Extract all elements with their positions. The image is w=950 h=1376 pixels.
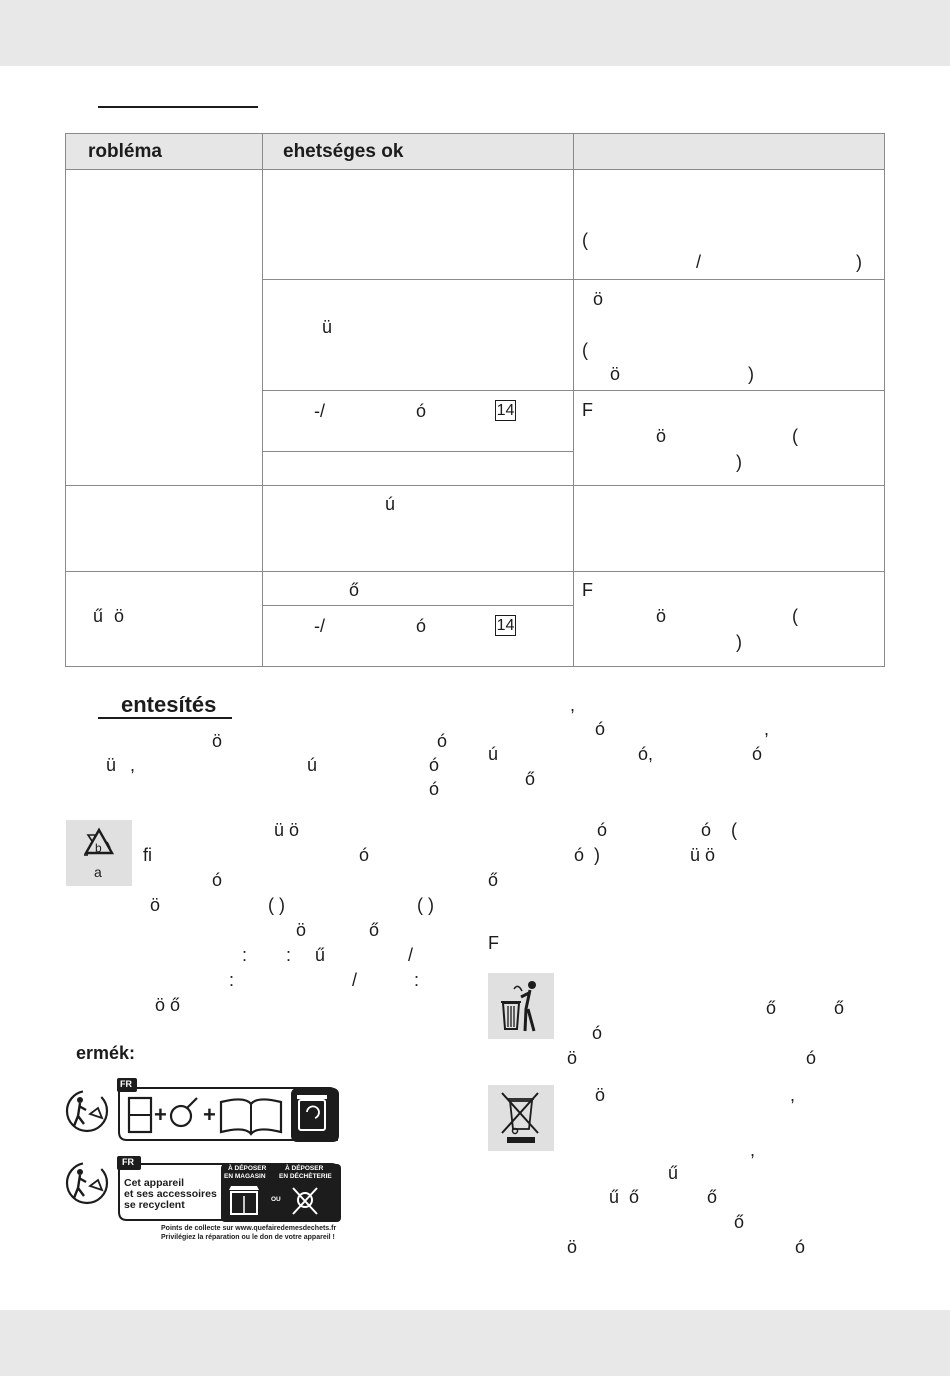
- card-footer-line: Points de collecte sur www.quefairedemesdechets.fr: [161, 1225, 337, 1232]
- reference-number-box: 14: [496, 617, 515, 634]
- body-text: ó: [359, 845, 370, 865]
- row-divider: [262, 451, 573, 452]
- recycling-code-letter: a: [94, 864, 102, 880]
- table-cell-text: F: [582, 400, 593, 420]
- body-text: :: [229, 970, 235, 990]
- body-text: ö: [212, 731, 223, 751]
- dump-label: EN DÉCHÈTERIE: [279, 1173, 332, 1180]
- body-text: ( ): [268, 895, 285, 915]
- triman-icon: [64, 1088, 110, 1134]
- body-text: ő: [734, 1212, 745, 1232]
- body-text: ó: [437, 731, 448, 751]
- table-cell-text: (: [582, 230, 588, 250]
- header-problem: robléma: [88, 141, 162, 162]
- row-divider: [262, 605, 573, 606]
- card-footer-line: Privilégiez la réparation ou le don de votre appareil !: [161, 1234, 335, 1241]
- store-label: À DÉPOSER: [228, 1165, 267, 1172]
- table-cell-text: ó: [416, 401, 427, 421]
- body-text: ó: [429, 779, 440, 799]
- body-text: ő: [525, 769, 536, 789]
- triman-icon: [64, 1160, 110, 1206]
- card-text-line: se recyclent: [124, 1199, 185, 1211]
- table-cell-text: ö: [610, 364, 621, 384]
- disposal-title: entesítés: [121, 692, 217, 717]
- waste-electrical-card: [117, 1156, 341, 1244]
- table-cell-text: F: [582, 580, 593, 600]
- table-header-row: [66, 134, 884, 170]
- body-text: ő: [369, 920, 380, 940]
- row-divider: [262, 390, 884, 391]
- body-text: ü ö: [274, 820, 300, 840]
- body-text: ű: [609, 1187, 620, 1207]
- col-divider-2: [573, 134, 574, 666]
- body-text: ő: [834, 998, 845, 1018]
- table-cell-text: (: [582, 340, 588, 360]
- body-text: ö: [150, 895, 161, 915]
- body-text: ö: [567, 1048, 578, 1068]
- header-cause: ehetséges ok: [283, 141, 404, 162]
- ou-label: OU: [271, 1196, 281, 1203]
- body-text: ó: [592, 1023, 603, 1043]
- body-text: ö: [595, 1085, 606, 1105]
- body-text: ó: [795, 1237, 806, 1257]
- body-text: fi: [143, 845, 152, 865]
- body-text: ó: [597, 820, 608, 840]
- body-text: ű: [315, 945, 326, 965]
- store-label: EN MAGASIN: [224, 1173, 266, 1180]
- table-cell-text: ): [736, 632, 742, 652]
- waste-bin-person-icon: [488, 973, 554, 1039]
- body-text: :: [414, 970, 420, 990]
- body-text: ( ): [417, 895, 434, 915]
- body-text: ő: [766, 998, 777, 1018]
- body-text: :: [286, 945, 292, 965]
- table-cell-text: ): [736, 452, 742, 472]
- table-cell-text: -/: [314, 616, 325, 636]
- body-text: ó: [806, 1048, 817, 1068]
- table-cell-text: ö: [114, 606, 125, 626]
- table-cell-text: ű: [93, 606, 104, 626]
- table-cell-text: -/: [314, 401, 325, 421]
- col-divider-1: [262, 134, 263, 666]
- bottom-margin-band: [0, 1310, 950, 1376]
- troubleshooting-table: [65, 133, 885, 667]
- fr-badge: FR: [122, 1157, 134, 1167]
- card-text-line: et ses accessoires: [124, 1188, 217, 1200]
- table-cell-text: ő: [349, 580, 360, 600]
- body-text: (: [731, 820, 737, 840]
- body-text: ó: [595, 719, 606, 739]
- fr-badge: FR: [120, 1079, 132, 1089]
- body-text: ó: [212, 870, 223, 890]
- body-text: ű: [668, 1163, 679, 1183]
- table-cell-text: ö: [656, 426, 667, 446]
- body-text: ,: [570, 695, 576, 715]
- body-text: ő: [707, 1187, 718, 1207]
- crossed-out-wheelie-bin-icon: [488, 1085, 554, 1151]
- table-cell-text: ö: [656, 606, 667, 626]
- reference-number-box: 14: [496, 402, 515, 419]
- table-cell-text: ): [856, 252, 862, 272]
- table-cell-text: ): [748, 364, 754, 384]
- row-divider: [66, 485, 884, 486]
- table-cell-text: ú: [385, 494, 396, 514]
- body-text: ó,: [638, 744, 654, 764]
- body-text: ,: [750, 1140, 756, 1160]
- table-cell-text: (: [792, 426, 798, 446]
- packaging-sorting-card: [117, 1078, 339, 1144]
- body-text: /: [352, 970, 358, 990]
- body-text: ö ő: [155, 995, 181, 1015]
- body-text: ó: [574, 845, 585, 865]
- table-cell-text: ü: [322, 317, 333, 337]
- row-divider: [66, 571, 884, 572]
- recycling-code-icon: [66, 820, 132, 886]
- body-text: :: [242, 945, 248, 965]
- body-text: ú: [307, 755, 318, 775]
- body-text: ,: [764, 719, 770, 739]
- svg-text:+: +: [154, 1102, 167, 1127]
- body-text: ü ö: [690, 845, 716, 865]
- body-text: /: [408, 945, 414, 965]
- table-cell-text: (: [792, 606, 798, 626]
- disposal-title-underline: [98, 717, 232, 719]
- svg-text:+: +: [203, 1102, 216, 1127]
- body-text: ú: [488, 744, 499, 764]
- section-heading-underline: [98, 106, 258, 108]
- body-text: ó: [429, 755, 440, 775]
- table-cell-text: /: [696, 252, 702, 272]
- product-subhead: ermék:: [76, 1043, 136, 1063]
- body-text: ,: [130, 755, 136, 775]
- body-text: ő: [629, 1187, 640, 1207]
- body-text: ö: [296, 920, 307, 940]
- body-text: ,: [790, 1085, 796, 1105]
- body-text: ő: [488, 870, 499, 890]
- row-divider: [262, 279, 884, 280]
- card-text-line: Cet appareil: [124, 1177, 185, 1189]
- body-text: F: [488, 933, 499, 953]
- body-text: ö: [567, 1237, 578, 1257]
- dump-label: À DÉPOSER: [285, 1165, 324, 1172]
- top-margin-band: [0, 0, 950, 66]
- body-text: ó: [752, 744, 763, 764]
- body-text: ó: [701, 820, 712, 840]
- table-cell-text: ö: [593, 289, 604, 309]
- recycling-code-number: b: [95, 841, 102, 855]
- body-text: ): [594, 845, 600, 865]
- body-text: ü: [106, 755, 117, 775]
- table-cell-text: ó: [416, 616, 427, 636]
